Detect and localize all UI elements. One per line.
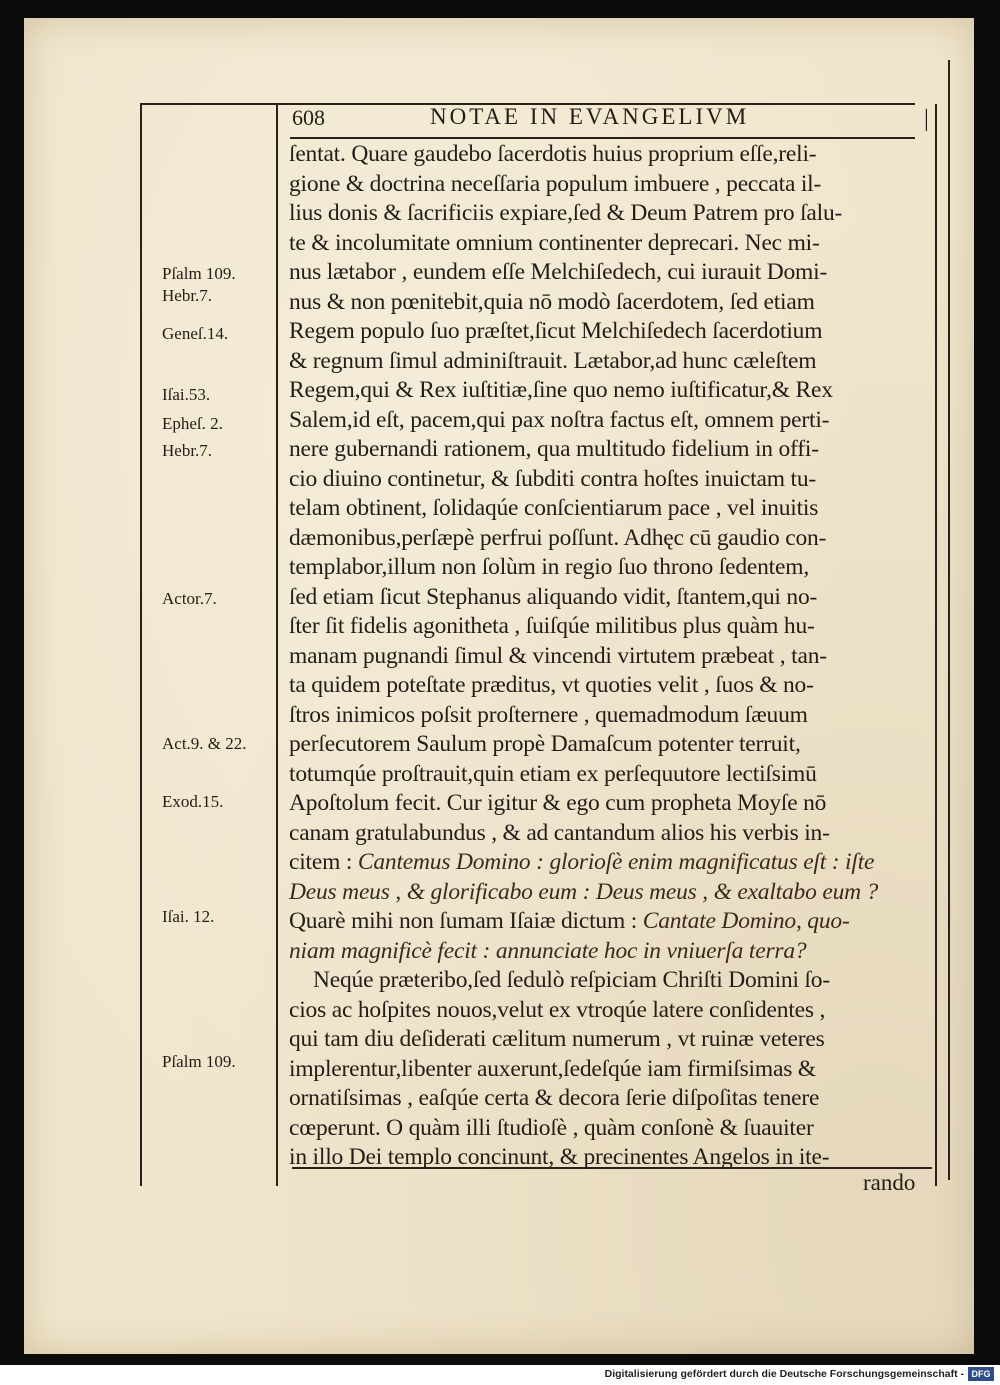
- text-line-italic-quote: niam magnificè fecit : annunciate hoc in vniuerſa terra?: [289, 937, 807, 964]
- text-line: [289, 524, 939, 554]
- text-line-roman: implerentur,libenter auxerunt,ſedeſqúe iam firmiſsimas &: [289, 1055, 816, 1082]
- text-line-roman: Regem,qui & Rex iuſtitiæ,ſine quo nemo iuſtificatur,& Rex: [289, 377, 833, 403]
- text-line: [289, 1114, 939, 1144]
- margin-frame-left: [140, 104, 142, 1186]
- corner-mark: |: [924, 106, 929, 132]
- text-line: [289, 553, 939, 583]
- digitization-footer: [0, 1365, 1000, 1385]
- page-number: 608: [292, 105, 325, 130]
- margin-note: Epheſ. 2.: [162, 414, 223, 433]
- margin-note: Geneſ.14.: [162, 324, 229, 343]
- text-line-roman: telam obtinent, ſolidaqúe conſcientiarum pace , vel inuitis: [289, 495, 819, 521]
- text-line: [289, 789, 939, 819]
- text-line-roman: totumqúe proſtrauit,quin etiam ex perſequutore lectiſsimū: [289, 760, 817, 787]
- margin-note: Iſai.53.: [162, 385, 211, 404]
- text-line: [289, 1025, 939, 1055]
- footer-credit: Digitalisierung gefördert durch die Deutsche Forschungsgemeinschaft -: [604, 1368, 964, 1380]
- text-line-roman: ta quidem poteſtate præditus, vt quoties velit , ſuos & no-: [289, 672, 814, 698]
- text-line: [289, 465, 939, 495]
- text-line-roman: dæmonibus,perſæpè perfrui poſſunt. Adhęc cū gaudio con-: [289, 524, 827, 551]
- margin-note: Hebr.7.: [162, 286, 213, 305]
- text-line: [289, 1055, 939, 1085]
- text-line-roman: & regnum ſimul adminiſtrauit. Lætabor,ad hunc cæleſtem: [289, 347, 817, 374]
- text-line-roman: cios ac hoſpites nouos,velut ex vtroqúe latere conſidentes ,: [289, 996, 826, 1023]
- text-line-roman: qui tam diu deſiderati cælitum numerum , vt ruinæ veteres: [289, 1026, 825, 1052]
- text-line-roman: Quarè mihi non ſumam Iſaiæ dictum :: [289, 908, 643, 934]
- text-line-roman: ſtros inimicos poſsit proſternere , quemadmodum ſæuum: [289, 701, 808, 728]
- text-line-italic-quote: Cantate Domino, quo-: [642, 908, 850, 934]
- text-line-roman: gione & doctrina neceſſaria populum imbuere , peccata il-: [289, 170, 822, 197]
- text-line-roman: nus & non pœnitebit,quia nō modò ſacerdotem, ſed etiam: [289, 288, 815, 315]
- text-line: [289, 317, 939, 347]
- text-line-roman: Salem,id eſt, pacem,qui pax noſtra factus eſt, omnem perti-: [289, 406, 830, 433]
- text-line-roman: Apoſtolum fecit. Cur igitur & ego cum propheta Moyſe nō: [289, 790, 827, 816]
- text-line: [289, 760, 939, 790]
- text-line: [289, 612, 939, 642]
- margin-note: Actor.7.: [162, 589, 217, 608]
- dfg-logo: DFG: [968, 1367, 994, 1381]
- text-line-roman: ſed etiam ſicut Stephanus aliquando vidit, ſtantem,qui no-: [289, 583, 818, 610]
- text-line-roman: cio diuino continetur, & ſubditi contra hoſtes inuictam tu-: [289, 465, 817, 492]
- text-line-roman: in illo Dei templo concinunt, & precinentes Angelos in ite-: [289, 1144, 830, 1170]
- text-line: [289, 583, 939, 613]
- margin-note: Exod.15.: [162, 792, 224, 811]
- text-line: [289, 376, 939, 406]
- text-line-roman: canam gratulabundus , & ad cantandum alios his verbis in-: [289, 819, 830, 846]
- text-line: [289, 1084, 939, 1114]
- margin-note: Iſai. 12.: [162, 907, 215, 926]
- main-text-block: [289, 140, 939, 1173]
- text-line-roman: nus lætabor , eundem eſſe Melchiſedech, cui iurauit Domi-: [289, 259, 828, 285]
- text-line: [289, 878, 939, 908]
- text-line-roman: nere gubernandi rationem, qua multitudo fidelium in offi-: [289, 436, 819, 462]
- text-line: [289, 288, 939, 318]
- catchword: rando: [863, 1170, 916, 1195]
- text-line: [289, 494, 939, 524]
- margin-note: Act.9. & 22.: [162, 734, 247, 753]
- text-line: [289, 671, 939, 701]
- text-line: [289, 170, 939, 200]
- text-line: [289, 1143, 939, 1173]
- text-line-roman: lius donis & ſacrificiis expiare,ſed & Deum Patrem pro ſalu-: [289, 200, 843, 226]
- margin-note: Pſalm 109.: [162, 1052, 236, 1071]
- text-line-roman: Regem populo ſuo præſtet,ſicut Melchiſedech ſacerdotium: [289, 318, 823, 344]
- margin-frame-divider: [276, 104, 278, 1186]
- text-line-roman: ſter ſit fidelis agonitheta , ſuiſqúe militibus plus quàm hu-: [289, 613, 815, 639]
- text-line-roman: ſentat. Quare gaudebo ſacerdotis huius proprium eſſe,reli-: [289, 141, 817, 167]
- text-line: [289, 966, 939, 996]
- text-line: [289, 229, 939, 259]
- text-line-roman: ornatiſsimas , eaſqúe certa & decora ſerie diſpoſitas tenere: [289, 1085, 820, 1111]
- text-line-roman: templabor,illum non ſolùm in regio ſuo throno ſedentem,: [289, 554, 809, 580]
- text-line-roman: te & incolumitate omnium continenter deprecari. Nec mi-: [289, 229, 820, 256]
- text-line-roman: perſecutorem Saulum propè Damaſcum potenter terruit,: [289, 731, 801, 757]
- text-line: [289, 937, 939, 967]
- text-line: [289, 435, 939, 465]
- text-line-roman: Neqúe præteribo,ſed ſedulò reſpiciam Chriſti Domini ſo-: [313, 967, 830, 993]
- text-line: [289, 258, 939, 288]
- text-line: [289, 701, 939, 731]
- header-rule: [290, 137, 915, 139]
- text-line: [289, 996, 939, 1026]
- margin-note: Pſalm 109.: [162, 264, 236, 283]
- text-line-italic-quote: Deus meus , & glorificabo eum : Deus meus , & exaltabo eum ?: [289, 878, 879, 905]
- text-line: [289, 848, 939, 878]
- text-line: [289, 199, 939, 229]
- running-head: NOTAE IN EVANGELIVM: [430, 104, 750, 129]
- text-line-roman: citem :: [289, 849, 358, 875]
- text-line: [289, 406, 939, 436]
- margin-note: Hebr.7.: [162, 441, 213, 460]
- text-line: [289, 140, 939, 170]
- text-line: [289, 347, 939, 377]
- text-line: [289, 907, 939, 937]
- text-line-roman: manam pugnandi ſimul & vincendi virtutem præbeat , tan-: [289, 642, 827, 669]
- page-edge: [948, 60, 960, 1180]
- text-line: [289, 642, 939, 672]
- text-line: [289, 730, 939, 760]
- text-line: [289, 819, 939, 849]
- text-line-roman: cœperunt. O quàm illi ſtudioſè , quàm conſonè & ſuauiter: [289, 1114, 814, 1141]
- text-line-italic-quote: Cantemus Domino : glorioſè enim magnificatus eſt : iſte: [357, 849, 875, 875]
